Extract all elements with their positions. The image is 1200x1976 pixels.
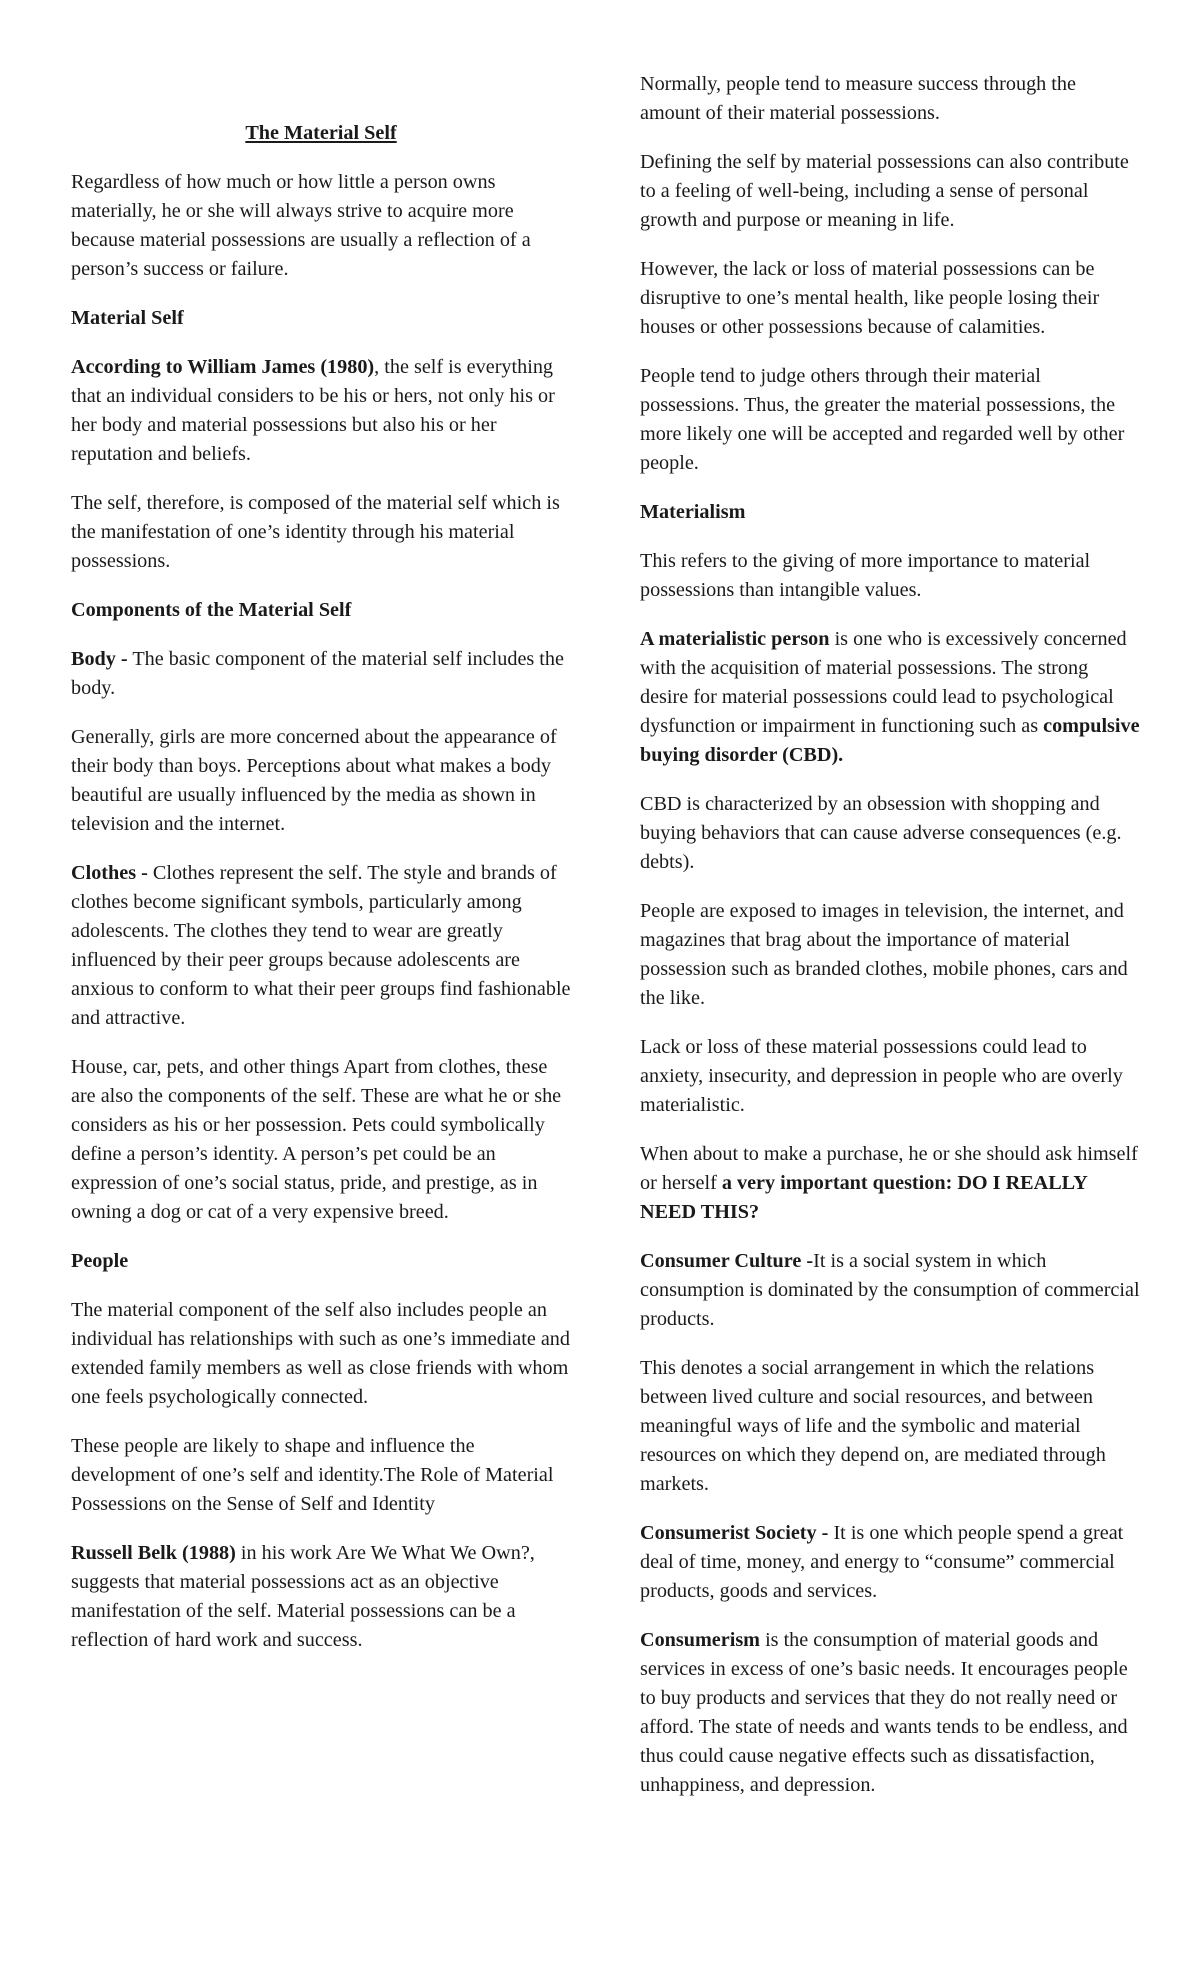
consumer-culture-paragraph [640,1247,1140,1334]
question-text: When about to make a purchase, he or she should ask himself or herself [640,1143,1138,1194]
william-james-paragraph [71,353,571,469]
consumerist-society-bold: Consumerist Society - [640,1522,829,1544]
clothes-text: Clothes represent the self. The style and brands of clothes become significant symbols, particularly among adolescents. The clothes they tend to wear are greatly influenced by their peer groups because adolescents are anxious to conform to what their peer groups find fashionable and attractive. [71,862,571,1029]
body-text: The basic component of the material self includes the body. [71,648,564,699]
heading-materialism: Materialism [640,501,746,523]
exposed-paragraph: People are exposed to images in television, the internet, and magazines that brag about the importance of material possession such as branded clothes, mobile phones, cars and the like. [640,900,1128,1009]
heading-components: Components of the Material Self [71,599,352,621]
cbd-bold: compulsive buying disorder (CBD). [640,715,1140,766]
heading-people: People [71,1250,129,1272]
denotes-paragraph: This denotes a social arrangement in which the relations between lived culture and social resources, and between meaningful ways of life and the symbolic and material resources on which they depend on, are mediated through markets. [640,1357,1106,1495]
defining-paragraph: Defining the self by material possessions can also contribute to a feeling of well-being, including a sense of personal growth and purpose or meaning in life. [640,151,1129,231]
judge-paragraph: People tend to judge others through their material possessions. Thus, the greater the material possessions, the more likely one will be accepted and regarded well by other people. [640,365,1125,474]
intro-paragraph: Regardless of how much or how little a person owns materially, he or she will always strive to acquire more because material possessions are usually a reflection of a person’s success or failure. [71,171,531,280]
lack-paragraph: Lack or loss of these material possessions could lead to anxiety, insecurity, and depression in people who are overly materialistic. [640,1036,1123,1116]
consumerism-text: is the consumption of material goods and services in excess of one’s basic needs. It encourages people to buy products and services that they do not really need or afford. The state of needs and wants tends to be endless, and thus could cause negative effects such as dissatisfaction, unhappiness, and depression. [640,1629,1128,1796]
question-paragraph [640,1140,1140,1227]
composed-paragraph: The self, therefore, is composed of the material self which is the manifestation of one’s identity through his material possessions. [71,492,560,572]
house-paragraph: House, car, pets, and other things Apart from clothes, these are also the components of the self. These are what he or she considers as his or her possession. Pets could symbolically define a person’s identity. A person’s pet could be an expression of one’s social status, pride, and prestige, as in owning a dog or cat of a very expensive breed. [71,1056,562,1223]
consumerist-society-text: It is one which people spend a great deal of time, money, and energy to “consume” commercial products, goods and services. [640,1522,1124,1602]
refers-paragraph: This refers to the giving of more importance to material possessions than intangible values. [640,550,1091,601]
people-paragraph: The material component of the self also includes people an individual has relationships with such as one’s immediate and extended family members as well as close friends with whom one feels psychologically connected. [71,1299,570,1408]
girls-paragraph: Generally, girls are more concerned about the appearance of their body than boys. Perceptions about what makes a body beautiful are usually influenced by the media as shown in television and the internet. [71,726,557,835]
consumer-culture-bold: Consumer Culture - [640,1250,814,1272]
materialistic-person-text: is one who is excessively concerned with the acquisition of material possessions. The strong desire for material possessions could lead to psychological dysfunction or impairment in functioning such as [640,628,1127,737]
william-james-bold: According to William James (1980) [71,356,375,378]
clothes-paragraph [71,859,571,1033]
body-paragraph [71,645,571,703]
consumer-culture-text: It is a social system in which consumption is dominated by the consumption of commercial products. [640,1250,1140,1330]
body-bold: Body - [71,648,128,670]
william-james-text: , the self is everything that an individual considers to be his or hers, not only his or her body and material possessions but also his or her reputation and beliefs. [71,356,555,465]
shape-paragraph: These people are likely to shape and influence the development of one’s self and identity.The Role of Material Possessions on the Sense of Self and Identity [71,1435,554,1515]
consumerist-society-paragraph [640,1519,1140,1606]
question-bold: a very important question: DO I REALLY NEED THIS? [640,1172,1088,1223]
belk-paragraph [71,1539,571,1655]
belk-bold: Russell Belk (1988) [71,1542,236,1564]
materialistic-person-bold: A materialistic person [640,628,830,650]
page-title: The Material Self [245,122,397,144]
cbd-paragraph: CBD is characterized by an obsession with shopping and buying behaviors that can cause adverse consequences (e.g. debts). [640,793,1122,873]
materialistic-person-paragraph [640,625,1140,770]
however-paragraph: However, the lack or loss of material possessions can be disruptive to one’s mental health, like people losing their houses or other possessions because of calamities. [640,258,1100,338]
left-column [71,0,571,1675]
clothes-bold: Clothes - [71,862,148,884]
normally-paragraph: Normally, people tend to measure success through the amount of their material possessions. [640,73,1076,124]
belk-text: in his work Are We What We Own?, suggests that material possessions act as an objective manifestation of the self. Material possessions can be a reflection of hard work and success. [71,1542,535,1651]
consumerism-paragraph [640,1626,1140,1800]
consumerism-bold: Consumerism [640,1629,761,1651]
heading-material-self: Material Self [71,307,184,329]
right-column [640,0,1140,1820]
